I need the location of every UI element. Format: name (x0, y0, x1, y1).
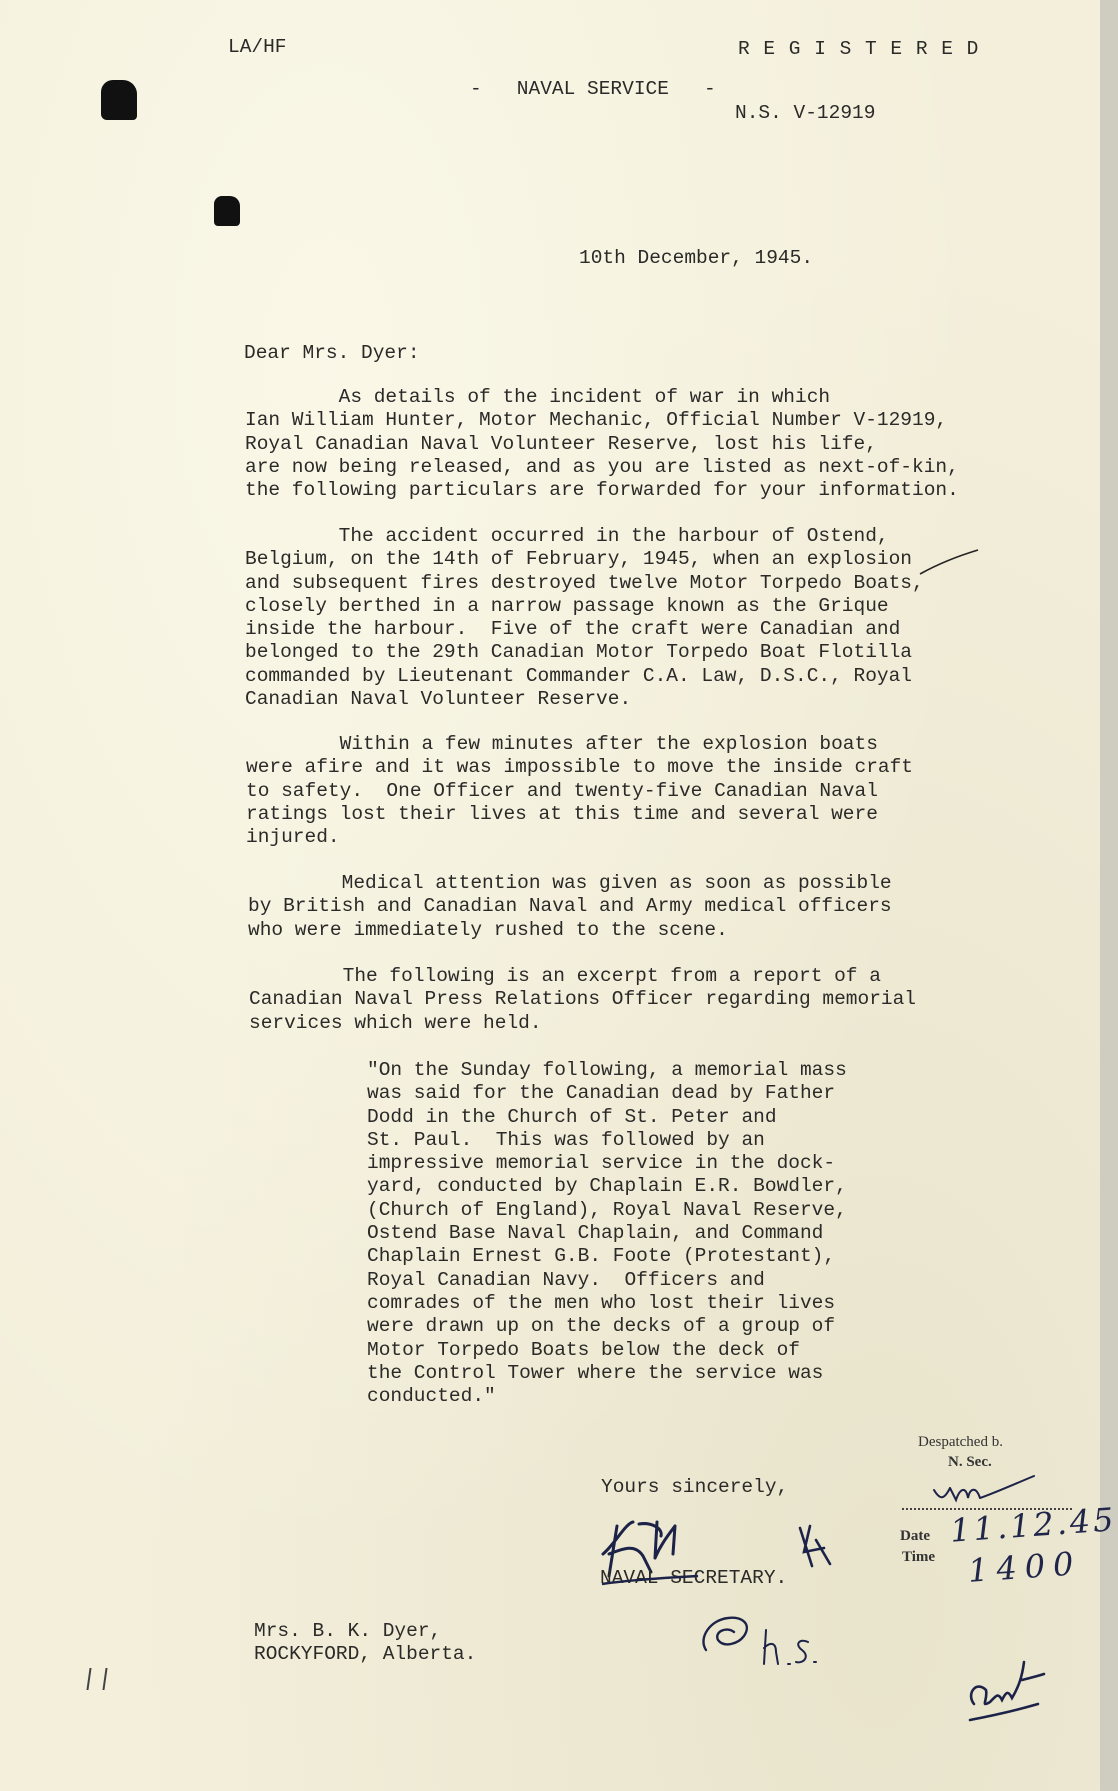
paragraph-line: ratings lost their lives at this time and several were (246, 802, 878, 825)
paragraph-line: are now being released, and as you are listed as next-of-kin, (245, 455, 959, 478)
handwritten-circle-mark (696, 1610, 762, 1660)
signatory-title: NAVAL SECRETARY. (600, 1567, 788, 1589)
paragraph-line: Royal Canadian Naval Volunteer Reserve, lost his life, (245, 432, 877, 455)
paragraph-line: by British and Canadian Naval and Army medical officers (248, 895, 892, 918)
quote-line: comrades of the men who lost their lives (367, 1291, 836, 1314)
paragraph-line: and subsequent fires destroyed twelve Motor Torpedo Boats, (245, 571, 924, 594)
paragraph-line: services which were held. (249, 1011, 542, 1034)
paragraph-line: were afire and it was impossible to move the inside craft (246, 756, 914, 779)
quote-line: conducted." (367, 1385, 496, 1408)
quote-line: "On the Sunday following, a memorial mass (367, 1059, 847, 1081)
paragraph-4 (248, 872, 892, 942)
quote-line: was said for the Canadian dead by Father (367, 1082, 836, 1105)
quote-line: Ostend Base Naval Chaplain, and Command (367, 1222, 824, 1245)
quote-line: yard, conducted by Chaplain E.R. Bowdler, (367, 1175, 847, 1198)
dispatch-time-label: Time (902, 1549, 936, 1565)
quote-line: Dodd in the Church of St. Peter and (367, 1105, 777, 1128)
paragraph-line: commanded by Lieutenant Commander C.A. Law, D.S.C., Royal (245, 664, 913, 687)
handwritten-hs-initials (760, 1624, 820, 1670)
paragraph-3 (246, 733, 913, 849)
file-number: N.S. V-12919 (735, 102, 876, 124)
quote-line: the Control Tower where the service was (367, 1361, 824, 1384)
reference-initials: LA/HF (228, 36, 287, 58)
punch-hole-middle (214, 196, 240, 226)
paragraph-line: to safety. One Officer and twenty-five Canadian Naval (246, 779, 878, 802)
paragraph-line: The accident occurred in the harbour of Ostend, (245, 525, 889, 547)
dispatch-date-label: Date (900, 1528, 930, 1544)
paragraph-line: injured. (246, 826, 340, 849)
dispatch-date-value: 11.12.45 (948, 1500, 1118, 1550)
quote-line: were drawn up on the decks of a group of (367, 1315, 836, 1338)
dispatch-stamp-line1: Despatched b. (918, 1434, 1003, 1450)
bottom-signature-scribble (960, 1650, 1050, 1730)
paragraph-1 (245, 386, 959, 502)
paragraph-line: As details of the incident of war in which (245, 386, 831, 408)
paragraph-5 (249, 965, 916, 1035)
dispatch-time-value: 1400 (966, 1544, 1083, 1590)
paragraph-line: inside the harbour. Five of the craft were Canadian and (245, 618, 901, 641)
signature-stroke (600, 1568, 700, 1594)
addressee-name: Mrs. B. K. Dyer, (254, 1620, 442, 1642)
paragraph-line: Ian William Hunter, Motor Mechanic, Official Number V-12919, (245, 409, 948, 432)
quote-line: (Church of England), Royal Naval Reserve, (367, 1198, 847, 1221)
paragraph-line: the following particulars are forwarded for your information. (245, 479, 959, 502)
salutation: Dear Mrs. Dyer: (244, 342, 420, 364)
closing: Yours sincerely, (601, 1476, 789, 1498)
quote-line: St. Paul. This was followed by an (367, 1128, 765, 1151)
margin-pen-stroke (918, 548, 980, 578)
margin-mark (86, 1668, 107, 1690)
quote-line: impressive memorial service in the dock- (367, 1152, 836, 1175)
quote-line: Motor Torpedo Boats below the deck of (367, 1338, 800, 1361)
paragraph-line: who were immediately rushed to the scene. (248, 918, 728, 941)
paragraph-2 (245, 525, 924, 711)
paragraph-line: Medical attention was given as soon as possible (248, 872, 892, 894)
naval-service-heading: - NAVAL SERVICE - (470, 78, 716, 100)
paragraph-line: belonged to the 29th Canadian Motor Torpedo Boat Flotilla (245, 641, 913, 664)
paragraph-line: closely berthed in a narrow passage known as the Grique (245, 594, 889, 617)
quote-line: Royal Canadian Navy. Officers and (367, 1268, 765, 1291)
paragraph-line: Canadian Naval Volunteer Reserve. (245, 688, 632, 711)
memorial-quote (367, 1059, 847, 1408)
addressee-place: ROCKYFORD, Alberta. (254, 1643, 477, 1665)
letter-date: 10th December, 1945. (579, 247, 814, 269)
dispatch-stamp-line2: N. Sec. (948, 1454, 992, 1470)
paragraph-line: Within a few minutes after the explosion boats (246, 733, 878, 755)
paragraph-line: Belgium, on the 14th of February, 1945, when an explosion (245, 548, 913, 571)
paragraph-line: Canadian Naval Press Relations Officer regarding memorial (249, 988, 917, 1011)
paragraph-line: The following is an excerpt from a report of a (249, 965, 881, 987)
punch-hole-top (101, 80, 137, 120)
dispatch-initials (930, 1474, 1040, 1508)
handwritten-initials (790, 1518, 840, 1574)
registered-marking: R E G I S T E R E D (738, 38, 980, 60)
quote-line: Chaplain Ernest G.B. Foote (Protestant), (367, 1245, 836, 1268)
